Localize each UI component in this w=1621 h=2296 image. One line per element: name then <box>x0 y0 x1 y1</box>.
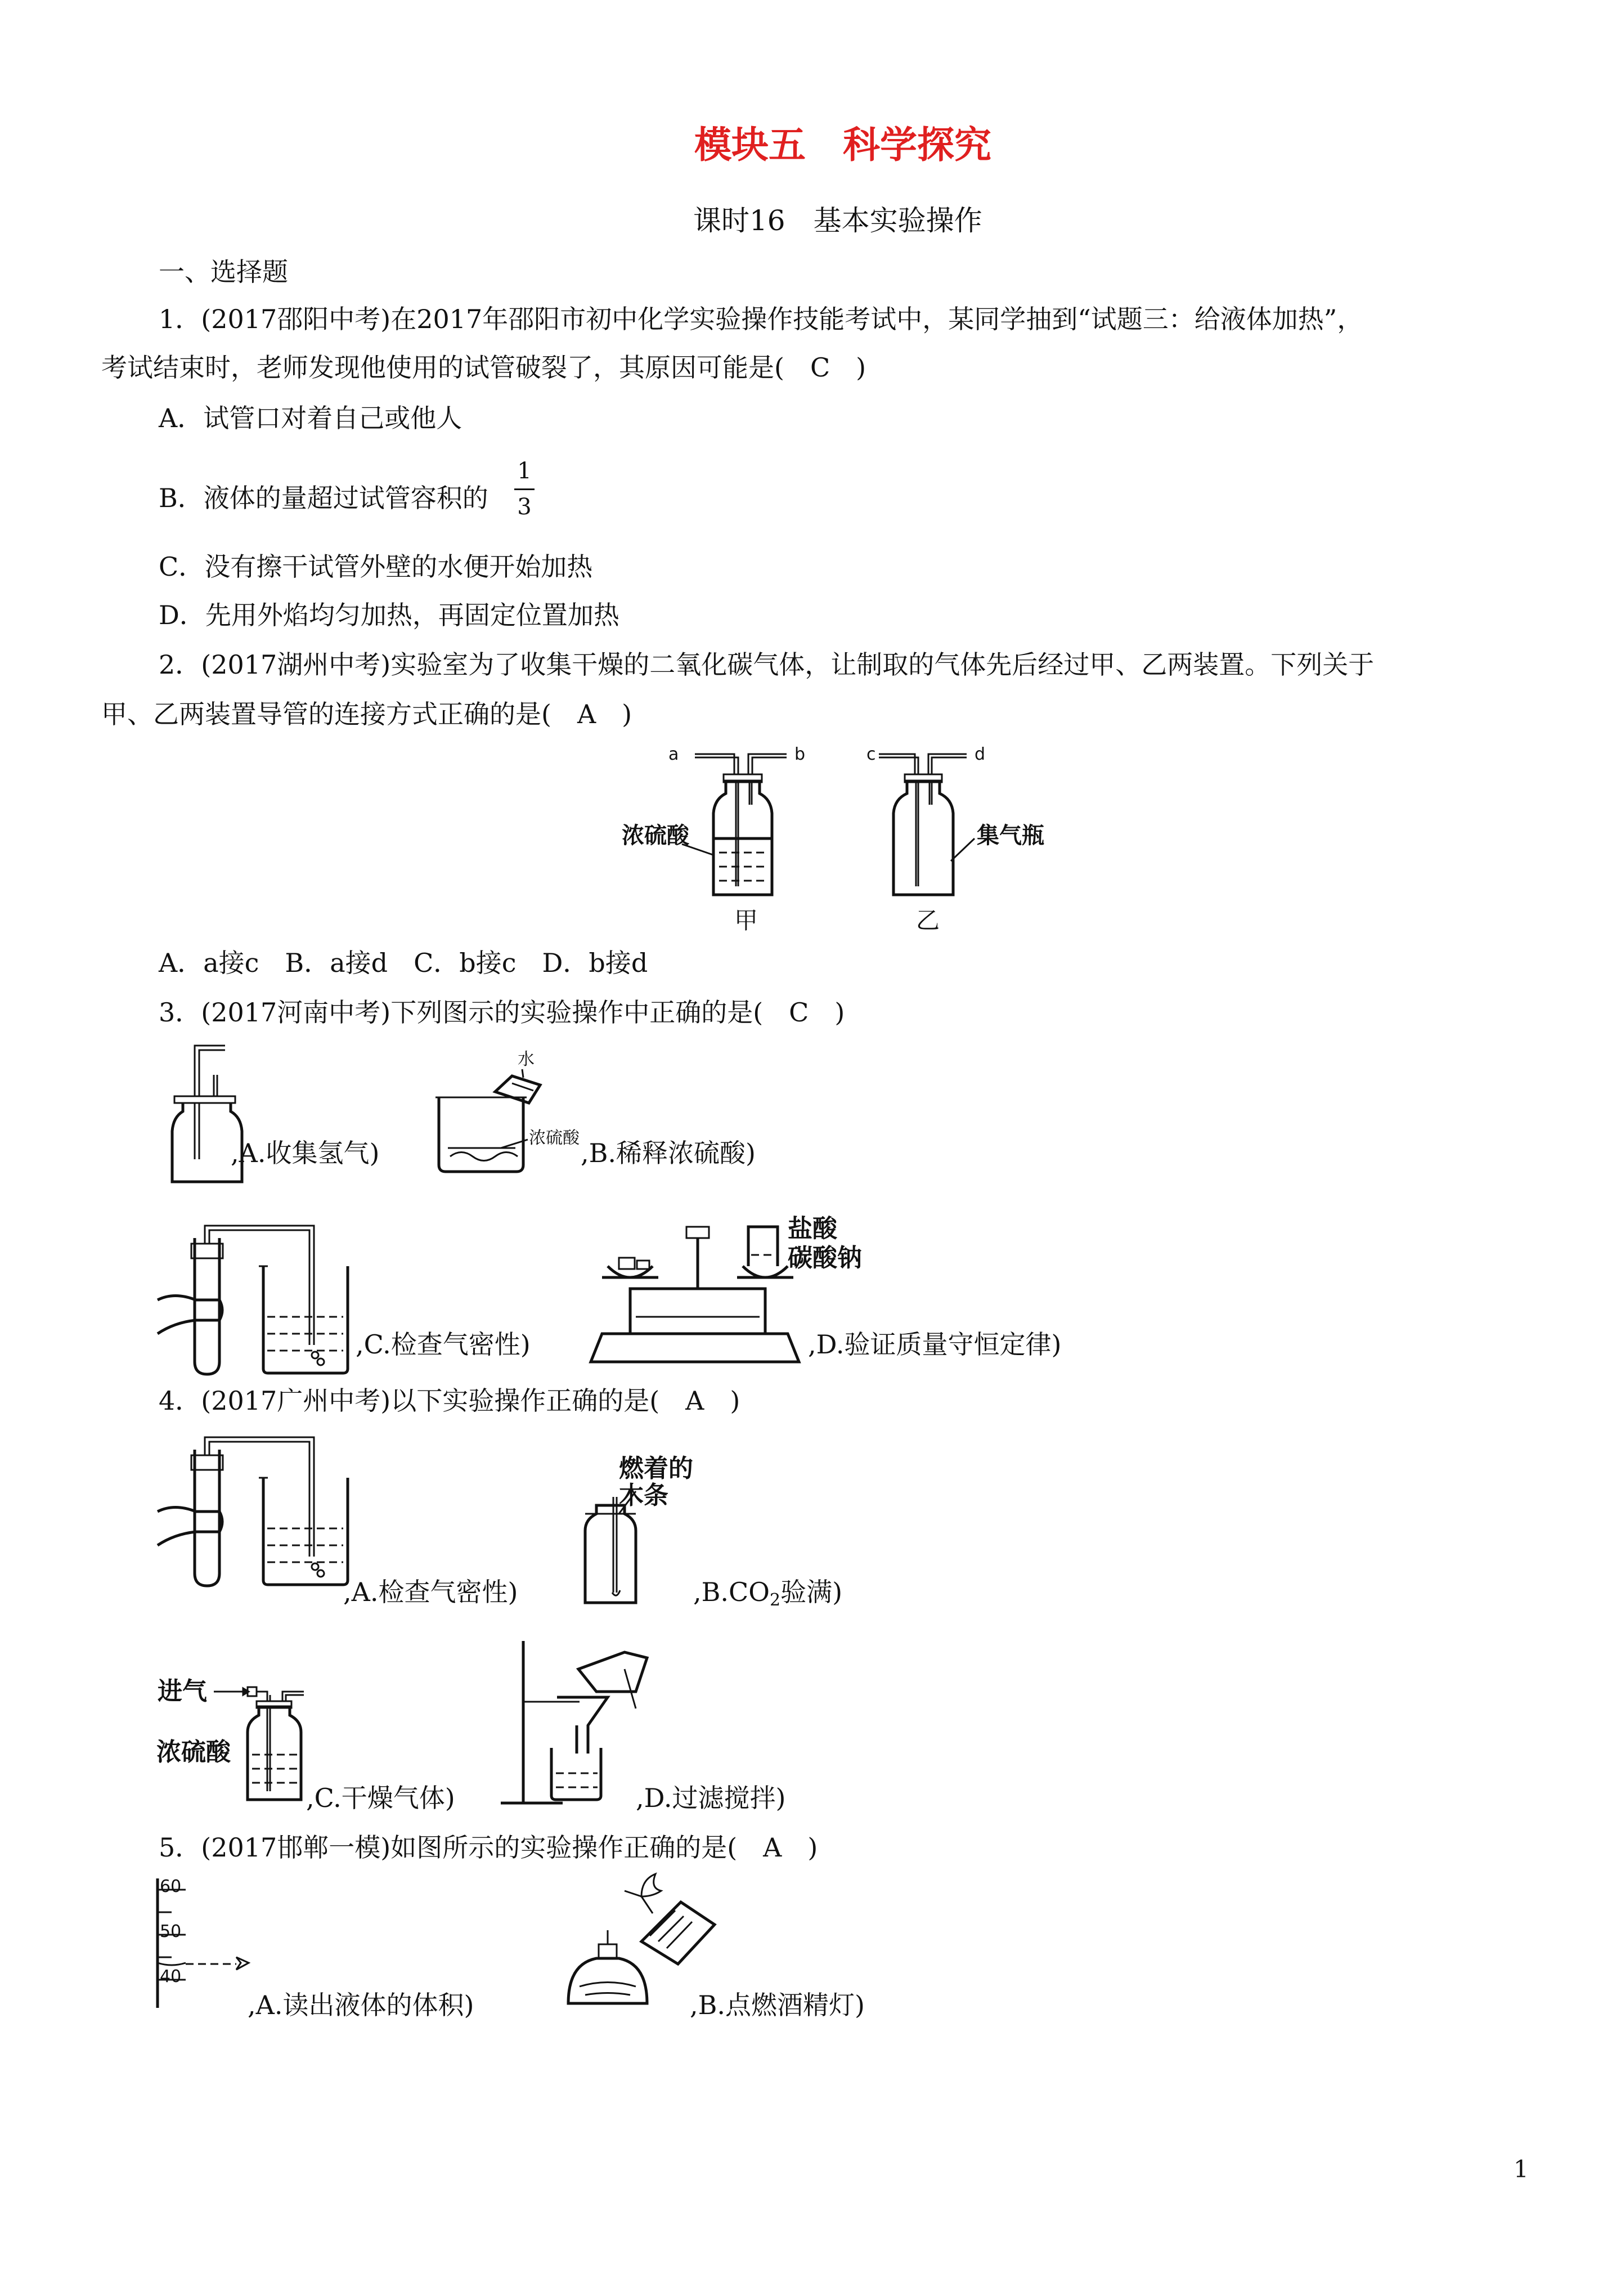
q1-option-a: A．试管口对着自己或他人 <box>159 403 462 433</box>
q2-stem-line1: 2．(2017湖州中考)实验室为了收集干燥的二氧化碳气体，让制取的气体先后经过甲、乙两装置。下列关于 <box>159 649 1375 680</box>
na2co3-label: 碳酸钠 <box>788 1244 862 1272</box>
q5-caption-b: ,B.点燃酒精灯) <box>690 1990 865 2020</box>
acid-label: 浓硫酸 <box>156 1738 231 1766</box>
q4c-dry-gas-figure <box>152 1670 332 1805</box>
q4-caption-b <box>693 1577 842 1611</box>
lesson-title: 课时16 基本实验操作 <box>693 204 982 237</box>
bottle-label: 集气瓶 <box>977 823 1044 849</box>
q1-option-d: D．先用外焰均匀加热，再固定位置加热 <box>159 600 619 630</box>
q1-option-b-numerator: 1 <box>517 458 532 484</box>
tick-50: 50 <box>160 1922 182 1941</box>
hcl-label: 盐酸 <box>788 1214 837 1243</box>
q3d-balance-figure <box>568 1204 862 1373</box>
q1-option-c: C．没有擦干试管外壁的水便开始加热 <box>159 551 593 582</box>
q1-stem-line1: 1．(2017邵阳中考)在2017年邵阳市初中化学实验操作技能考试中，某同学抽到“试题三：给液体加热”， <box>159 304 1363 334</box>
q5-stem: 5．(2017邯郸一模)如图所示的实验操作正确的是( A ) <box>159 1832 818 1863</box>
q4-caption-b-pre: ,B.CO <box>693 1577 770 1607</box>
acid-label: 浓硫酸 <box>529 1128 580 1148</box>
module-title: 模块五 科学探究 <box>694 123 991 167</box>
q4-caption-b-sub: 2 <box>769 1590 781 1610</box>
acid-label: 浓硫酸 <box>622 823 689 849</box>
section-heading: 一、选择题 <box>159 257 288 287</box>
q1-option-b: B．液体的量超过试管容积的 <box>159 483 488 513</box>
page-number: 1 <box>1514 2155 1529 2183</box>
q4-stem: 4．(2017广州中考)以下实验操作正确的是( A ) <box>159 1385 740 1416</box>
q3c-check-airtightness-figure <box>152 1221 354 1396</box>
tick-40: 40 <box>160 1967 182 1986</box>
jia-wash-bottle <box>622 745 805 934</box>
yi-gas-bottle <box>866 745 1044 934</box>
q2-stem-line2: 甲、乙两装置导管的连接方式正确的是( A ) <box>101 699 632 729</box>
tick-60: 60 <box>160 1877 182 1896</box>
q4a-check-airtightness-figure <box>152 1433 354 1607</box>
q1-option-b-fraction-bar <box>514 488 535 490</box>
q2-apparatus-figure <box>622 743 1097 934</box>
water-label: 水 <box>518 1050 535 1069</box>
q3-stem: 3．(2017河南中考)下列图示的实验操作中正确的是( C ) <box>159 997 845 1028</box>
q3-caption-d: ,D.验证质量守恒定律) <box>808 1329 1062 1360</box>
burning-stick-label-1: 燃着的 <box>619 1454 693 1483</box>
q4-caption-b-post: 验满) <box>780 1577 843 1607</box>
q1-option-b-denominator: 3 <box>517 494 532 520</box>
q5-caption-a: ,A.读出液体的体积) <box>248 1990 474 2020</box>
q3-caption-c: ,C.检查气密性) <box>356 1329 531 1360</box>
q4-caption-c: ,C.干燥气体) <box>306 1783 455 1813</box>
port-b-label: b <box>794 745 806 764</box>
yi-label: 乙 <box>916 907 940 934</box>
gas-in-label: 进气 <box>158 1677 207 1706</box>
q2-options: A．a接c B．a接d C．b接c D．b接d <box>159 948 648 978</box>
jia-label: 甲 <box>734 907 758 934</box>
port-a-label: a <box>668 745 679 764</box>
q3-caption-b: ,B.稀释浓硫酸) <box>581 1138 756 1168</box>
port-d-label: d <box>975 745 986 764</box>
q4-caption-d: ,D.过滤搅拌) <box>636 1783 786 1813</box>
q1-stem-line2: 考试结束时，老师发现他使用的试管破裂了，其原因可能是( C ) <box>101 352 866 383</box>
burning-stick-label-2: 木条 <box>619 1481 668 1510</box>
q4-caption-a: ,A.检查气密性) <box>343 1577 518 1607</box>
q3-caption-a: ,A.收集氢气) <box>231 1138 380 1168</box>
port-c-label: c <box>866 745 876 764</box>
